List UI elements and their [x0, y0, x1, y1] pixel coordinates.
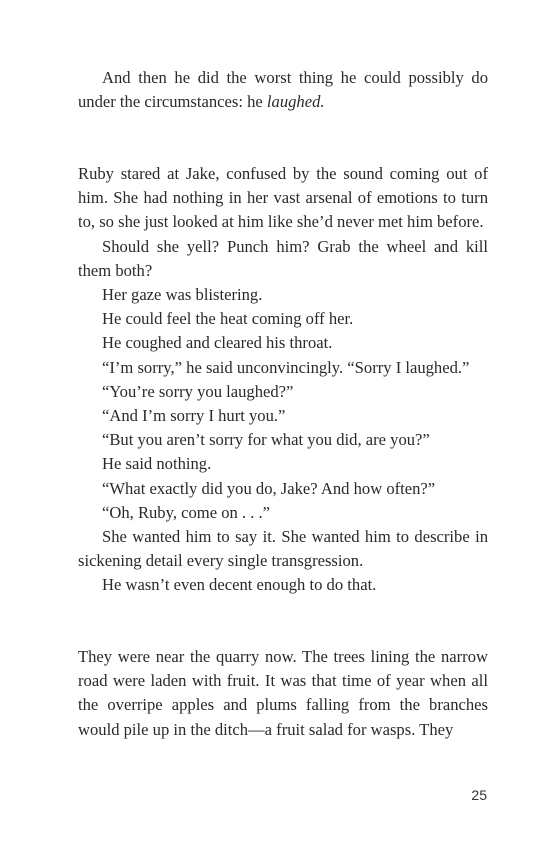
- section-2: [78, 162, 488, 598]
- paragraph: Should she yell? Punch him? Grab the wheel and kill them both?: [78, 236, 488, 280]
- paragraph: “And I’m sorry I hurt you.”: [102, 406, 286, 426]
- paragraph: He wasn’t even decent enough to do that.: [102, 575, 377, 595]
- paragraph: “But you aren’t sorry for what you did, are you?”: [102, 430, 430, 450]
- paragraph: They were near the quarry now. The trees lining the narrow road were laden with fruit. It was that time of year when all the overripe apples and plums falling from the branches would pile up in the ditch—a fruit salad for wasps. They: [78, 647, 488, 739]
- emphasized-word: laughed.: [266, 92, 325, 112]
- paragraph: “Oh, Ruby, come on . . .”: [102, 502, 271, 522]
- page-number: 25: [471, 787, 487, 803]
- paragraph: He said nothing.: [102, 454, 212, 474]
- paragraph: Ruby stared at Jake, confused by the sound coming out of him. She had nothing in her vast arsenal of emotions to turn to, so she just looked at him like she’d never met him before.: [78, 164, 488, 232]
- paragraph: He could feel the heat coming off her.: [102, 309, 354, 329]
- paragraph: “What exactly did you do, Jake? And how often?”: [102, 478, 436, 498]
- paragraph: He coughed and cleared his throat.: [102, 333, 333, 353]
- paragraph: Her gaze was blistering.: [102, 285, 263, 305]
- paragraph: “You’re sorry you laughed?”: [102, 381, 294, 401]
- section-1: [78, 66, 488, 114]
- paragraph: “I’m sorry,” he said unconvincingly. “Sorry I laughed.”: [102, 357, 470, 377]
- section-3: [78, 645, 488, 742]
- paragraph-text: And then he did the worst thing he could possibly do under the circumstances: he: [78, 68, 488, 112]
- paragraph: [78, 66, 488, 114]
- paragraph: She wanted him to say it. She wanted him to describe in sickening detail every single transgression.: [78, 527, 488, 571]
